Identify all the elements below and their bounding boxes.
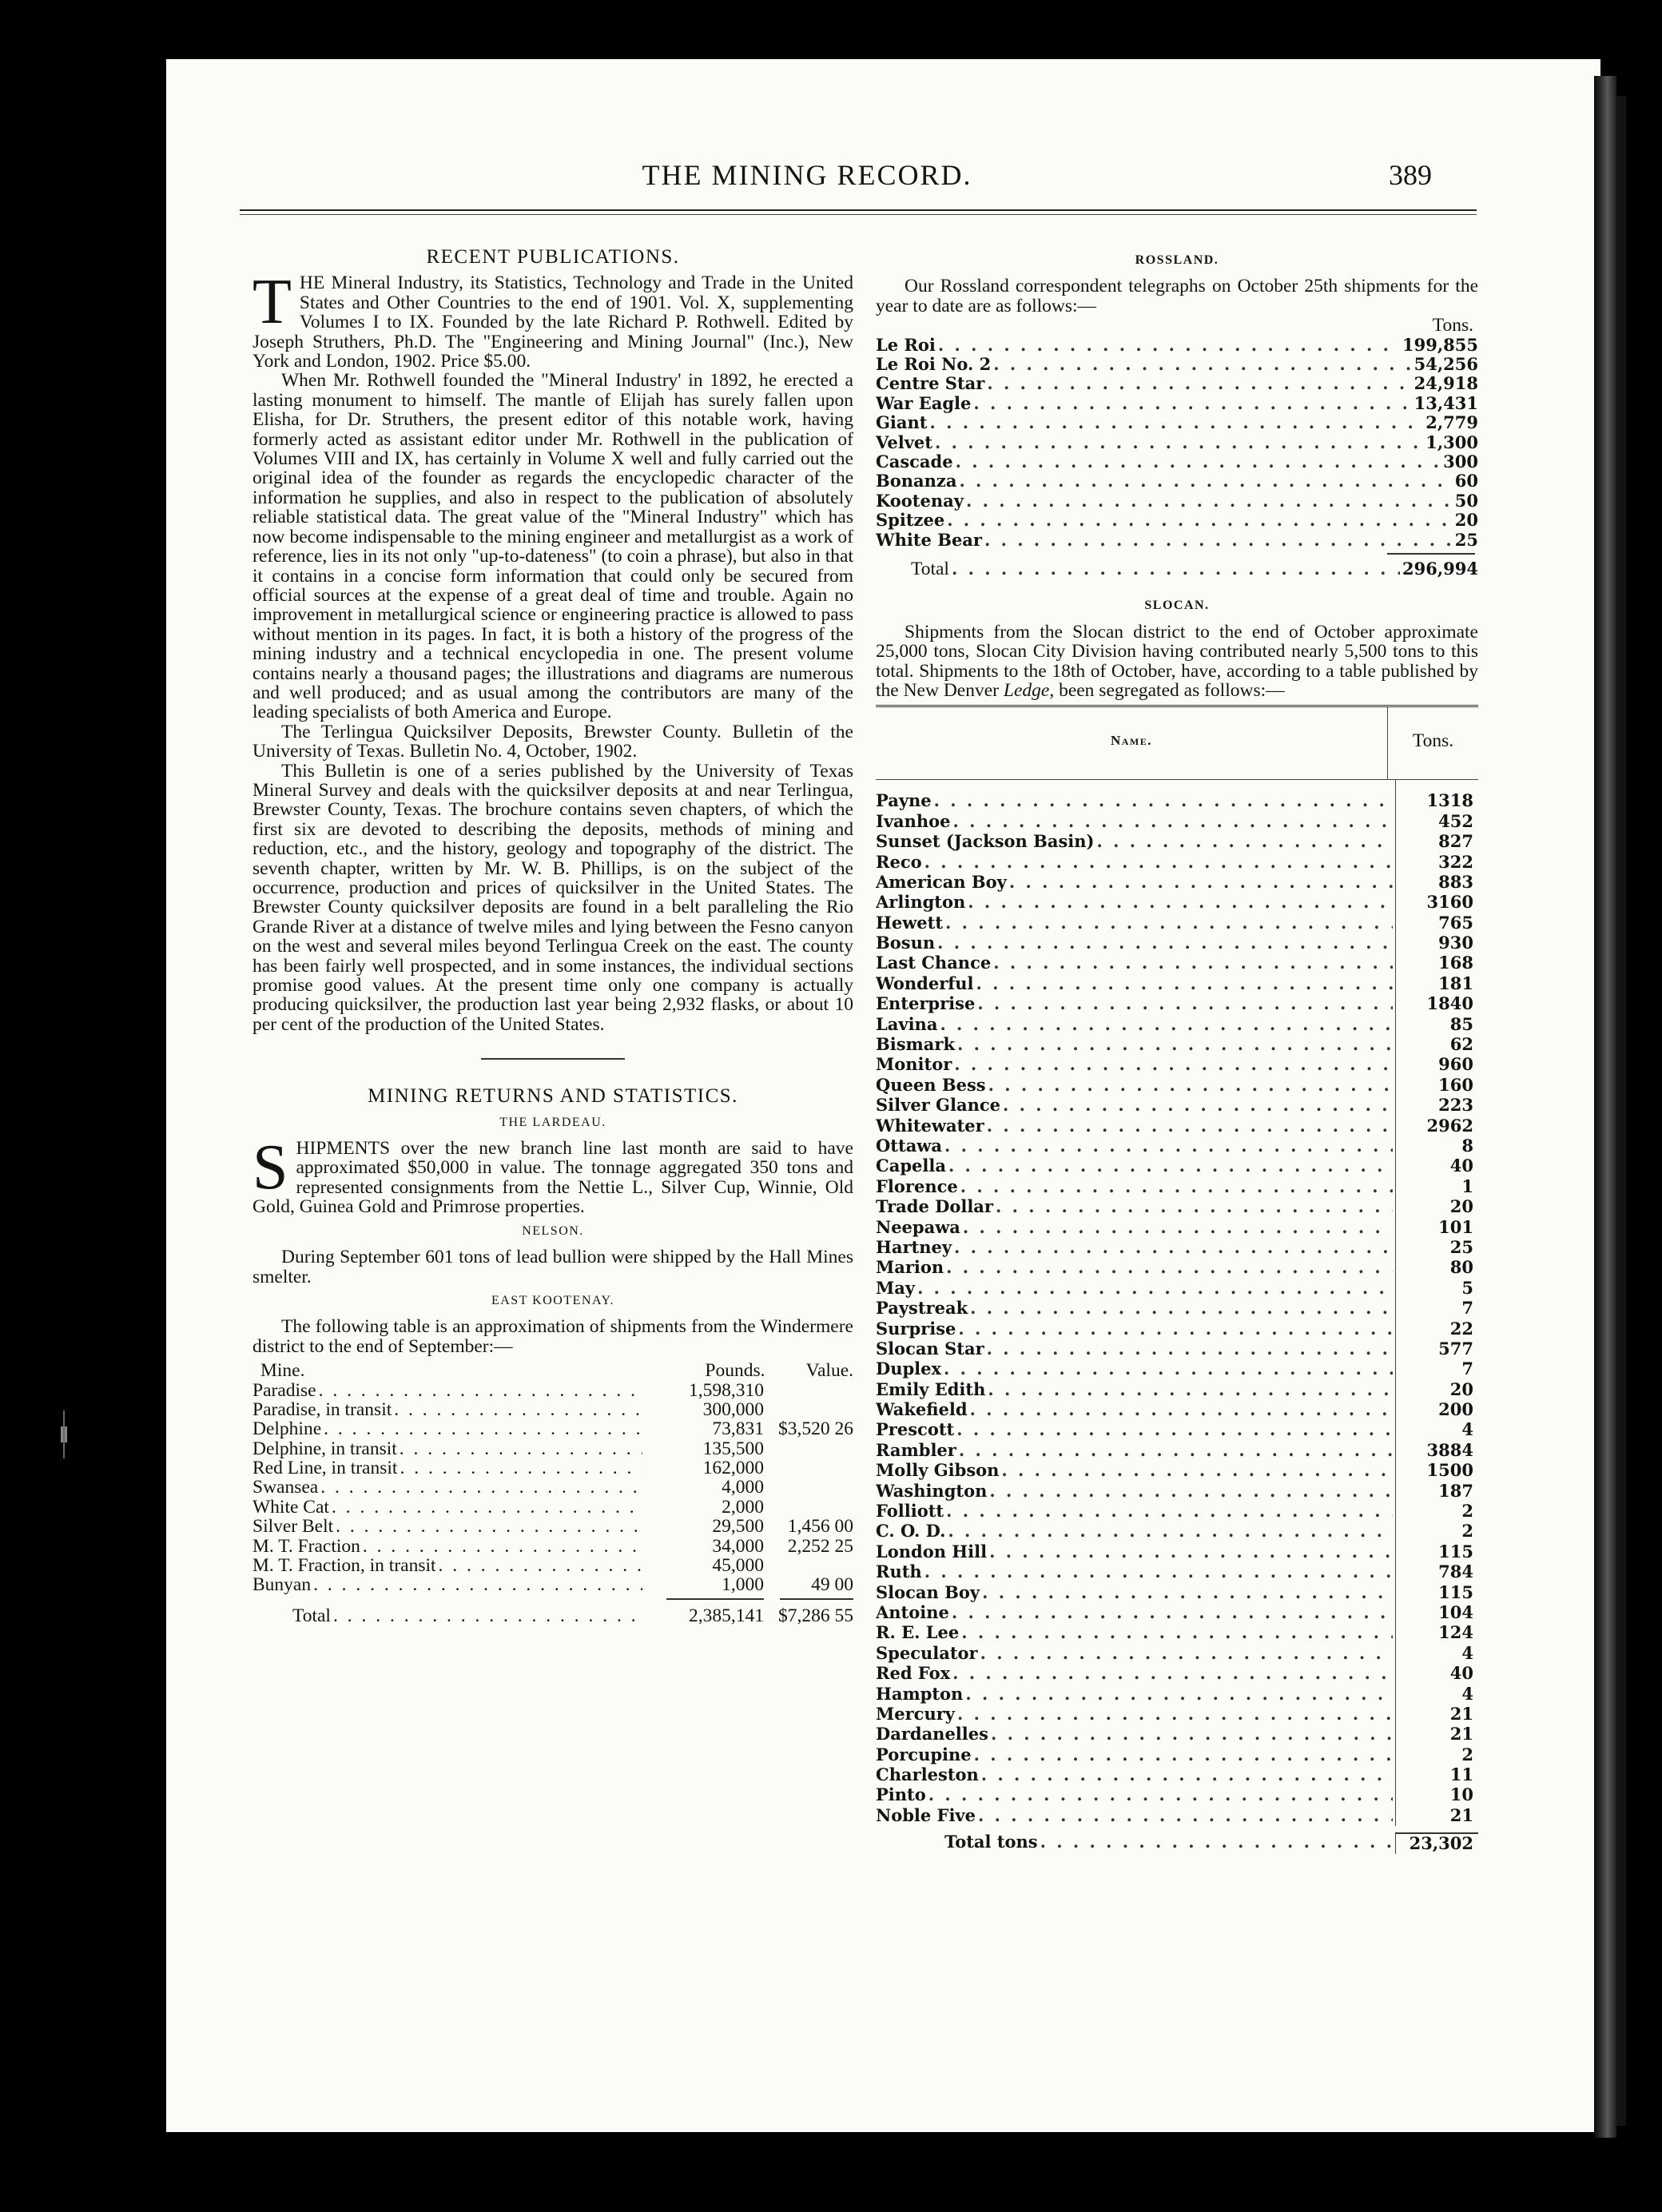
mine-table-row	[252, 1419, 853, 1438]
slocan-mine-tons: 2	[1461, 1501, 1473, 1522]
slocan-row	[876, 1136, 1395, 1156]
slocan-tons-header: Tons.	[1387, 707, 1478, 779]
slocan-mine-name: Surprise	[876, 1319, 956, 1339]
rossland-row	[876, 433, 1478, 452]
slocan-mine-tons: 160	[1438, 1074, 1473, 1095]
slocan-row	[876, 1603, 1395, 1623]
mine-name: Paradise	[252, 1380, 316, 1400]
rossland-mine-name: Kootenay	[876, 491, 964, 511]
rossland-tons-header: Tons.	[1432, 315, 1473, 336]
binding-mark	[56, 1386, 72, 1482]
rossland-row	[876, 394, 1478, 413]
slocan-row	[876, 1218, 1395, 1238]
east-kootenay-heading: EAST KOOTENAY.	[491, 1293, 615, 1307]
slocan-row	[876, 873, 1395, 893]
slocan-mine-name: Bosun	[876, 933, 936, 953]
slocan-row	[876, 1015, 1395, 1035]
section-divider	[481, 1058, 625, 1060]
slocan-mine-tons: 21	[1449, 1724, 1473, 1745]
slocan-mine-tons: 5	[1461, 1277, 1473, 1298]
mining-returns-heading: MINING RETURNS AND STATISTICS.	[368, 1085, 738, 1108]
slocan-mine-tons: 25	[1449, 1236, 1473, 1257]
slocan-mine-tons: 2	[1461, 1744, 1473, 1764]
slocan-mine-name: Red Fox	[876, 1664, 951, 1684]
mine-table-row	[252, 1556, 853, 1575]
slocan-mine-tons: 22	[1449, 1318, 1473, 1339]
slocan-mine-name: Folliott	[876, 1502, 944, 1522]
slocan-row	[876, 1400, 1395, 1420]
slocan-mine-name: Hewett	[876, 913, 944, 933]
mine-pounds: 4,000	[722, 1477, 764, 1498]
slocan-row	[876, 1522, 1395, 1542]
rossland-mine-tons: 25	[1454, 530, 1478, 550]
slocan-tons-col	[1395, 780, 1478, 1826]
slocan-mine-tons: 8	[1461, 1135, 1473, 1156]
slocan-row	[876, 913, 1395, 933]
slocan-row	[876, 1785, 1395, 1805]
slocan-mine-tons: 827	[1438, 831, 1473, 852]
slocan-row	[876, 1441, 1395, 1461]
mineral-industry-intro	[252, 267, 853, 372]
slocan-row	[876, 1765, 1395, 1785]
slocan-mine-name: Monitor	[876, 1055, 952, 1075]
slocan-mine-tons: 181	[1438, 973, 1473, 993]
slocan-mine-tons: 20	[1449, 1379, 1473, 1399]
rossland-row	[876, 531, 1478, 550]
mine-pounds: 2,000	[722, 1496, 764, 1518]
slocan-mine-name: May	[876, 1278, 916, 1298]
slocan-row	[876, 832, 1395, 852]
value-col-header: Value.	[805, 1360, 854, 1382]
slocan-mine-name: Ruth	[876, 1562, 922, 1582]
mine-name: Silver Belt	[252, 1517, 334, 1537]
slocan-mine-tons: 7	[1461, 1359, 1473, 1379]
slocan-mine-tons: 784	[1438, 1562, 1473, 1582]
slocan-mine-name: Capella	[876, 1156, 946, 1176]
slocan-mine-tons: 322	[1438, 851, 1473, 872]
mine-table-total	[252, 1606, 853, 1625]
mine-pounds: 1,000	[722, 1574, 764, 1596]
slocan-mine-name: Ivanhoe	[876, 811, 951, 831]
slocan-mine-name: Hampton	[876, 1684, 964, 1704]
slocan-mine-name: American Boy	[876, 872, 1007, 892]
slocan-mine-tons: 20	[1449, 1196, 1473, 1217]
slocan-mine-tons: 168	[1438, 953, 1473, 973]
slocan-row	[876, 974, 1395, 994]
rossland-paragraph: Our Rossland correspondent telegraphs on October 25th shipments for the year to date are as follows:—	[876, 276, 1478, 316]
slocan-total-label: Total tons	[944, 1832, 1038, 1852]
rossland-row	[876, 374, 1478, 393]
slocan-mine-name: Ottawa	[876, 1136, 942, 1156]
slocan-mine-name: Marion	[876, 1258, 944, 1278]
slocan-mine-tons: 10	[1449, 1784, 1473, 1805]
rossland-row	[876, 355, 1478, 374]
drop-cap-t: T	[252, 267, 292, 338]
slocan-row	[876, 1623, 1395, 1643]
slocan-mine-name: Emily Edith	[876, 1379, 986, 1399]
mine-name: White Cat	[252, 1497, 329, 1518]
slocan-mine-tons: 1500	[1426, 1460, 1473, 1481]
mine-pounds: 45,000	[712, 1555, 764, 1577]
rossland-row	[876, 471, 1478, 491]
rossland-mine-name: Bonanza	[876, 471, 957, 491]
slocan-row	[876, 1482, 1395, 1502]
slocan-mine-tons: 101	[1438, 1216, 1473, 1237]
slocan-mine-name: Neepawa	[876, 1217, 960, 1237]
slocan-mine-tons: 11	[1449, 1764, 1473, 1785]
rossland-mine-name: Centre Star	[876, 374, 985, 394]
mine-name: Delphine	[252, 1419, 322, 1439]
slocan-table-header	[876, 705, 1478, 780]
right-column	[876, 246, 1478, 1854]
slocan-mine-name: C. O. D.	[876, 1522, 946, 1542]
slocan-mine-name: Whitewater	[876, 1116, 984, 1136]
mine-table-row	[252, 1498, 853, 1517]
page-number: 389	[1389, 159, 1432, 191]
slocan-mine-tons: 930	[1438, 933, 1473, 953]
mineral-industry-text: HE Mineral Industry, its Statistics, Technology and Trade in the United States and Other Countries to the end of 1901. Vol. X, supplementing Volumes I to IX. Founded by the late Richard P. Rothwell. Edited by Joseph Struthers, Ph.D. The "Engineering and Mining Journal" (Inc.), New York and London, 1902. Price $5.00.	[252, 273, 853, 372]
slocan-mine-name: Mercury	[876, 1704, 955, 1724]
slocan-mine-tons: 3160	[1426, 892, 1473, 913]
slocan-mine-name: Last Chance	[876, 953, 992, 973]
slocan-mine-name: Arlington	[876, 893, 966, 913]
header-rule	[240, 209, 1477, 211]
mine-name: Paradise, in transit	[252, 1399, 392, 1420]
mine-table-row	[252, 1537, 853, 1556]
rossland-mine-name: Giant	[876, 413, 928, 433]
slocan-row	[876, 1339, 1395, 1359]
slocan-row	[876, 953, 1395, 973]
slocan-table-body	[876, 780, 1478, 1826]
slocan-row	[876, 1035, 1395, 1055]
slocan-mine-name: Rambler	[876, 1440, 956, 1460]
rossland-mine-name: Spitzee	[876, 511, 945, 531]
rossland-row	[876, 336, 1478, 355]
slocan-mine-name: Molly Gibson	[876, 1461, 1000, 1481]
nelson-paragraph: During September 601 tons of lead bullion were shipped by the Hall Mines smelter.	[252, 1247, 853, 1287]
slocan-total-value: 23,302	[1395, 1832, 1478, 1853]
rossland-row	[876, 491, 1478, 511]
slocan-row	[876, 1542, 1395, 1562]
rossland-mine-tons: 199,855	[1402, 335, 1478, 355]
mine-table-header	[252, 1361, 853, 1380]
slocan-mine-name: Florence	[876, 1176, 958, 1196]
slocan-row	[876, 1238, 1395, 1258]
mine-table-row	[252, 1478, 853, 1497]
slocan-mine-name: Wonderful	[876, 973, 974, 993]
mine-name: Bunyan	[252, 1575, 312, 1595]
terlingua-review: This Bulletin is one of a series published by the University of Texas Mineral Survey and deals with the quicksilver deposits at and near Terlingua, Brewster County, Texas. The brochure contains seven chapters, of which the first six are devoted to describing the deposits, methods of mining and reduction, etc., and the history, geology and topography of the district. The seventh chapter, written by Mr. W. B. Phillips, is on the subject of the occurrence, production and prices of quicksilver in the United States. The Brewster County quicksilver deposits are found in a belt paralleling the Rio Grande River at a distance of twelve miles and lying between the Fesno canyon on the west and several miles beyond Terlingua Creek on the east. The county has been fairly well prospected, and in some instances, the individual sections promise good values. At the present time only one company is actually producing quicksilver, the production last year being 2,932 flasks, or about 10 per cent of the production of the United States.	[252, 760, 853, 1035]
rossland-mine-tons: 60	[1454, 471, 1478, 491]
slocan-mine-tons: 4	[1461, 1642, 1473, 1663]
rossland-mine-name: Cascade	[876, 452, 953, 471]
slocan-mine-tons: 40	[1449, 1663, 1473, 1684]
mine-total-label: Total	[292, 1605, 331, 1626]
slocan-row	[876, 1806, 1395, 1826]
mine-pounds: 1,598,310	[689, 1379, 764, 1401]
slocan-mine-name: Sunset (Jackson Basin)	[876, 832, 1095, 852]
rossland-mine-tons: 1,300	[1425, 432, 1478, 452]
rossland-mine-tons: 2,779	[1425, 413, 1478, 433]
slocan-mine-name: Charleston	[876, 1765, 979, 1785]
slocan-mine-name: Slocan Boy	[876, 1582, 980, 1602]
rossland-mine-name: White Bear	[876, 530, 982, 550]
rossland-mine-tons: 13,431	[1413, 393, 1478, 413]
slocan-mine-tons: 21	[1449, 1703, 1473, 1724]
slocan-mine-tons: 4	[1461, 1683, 1473, 1704]
slocan-mine-tons: 4	[1461, 1419, 1473, 1440]
slocan-row	[876, 1420, 1395, 1440]
slocan-mine-name: Paystreak	[876, 1299, 968, 1319]
mine-table-row	[252, 1439, 853, 1458]
mine-table-row	[252, 1575, 853, 1594]
lardeau-paragraph: SHIPMENTS over the new branch line last month are said to have approximated $50,000 in value. The tonnage aggregated 350 tons and represented consignments from the Nettie L., Silver Cup, Winnie, Old Gold, Guinea Gold and Primrose properties.	[252, 1132, 853, 1218]
slocan-row	[876, 893, 1395, 913]
slocan-row	[876, 1380, 1395, 1400]
slocan-row	[876, 1156, 1395, 1176]
slocan-row	[876, 933, 1395, 953]
slocan-mine-tons: 40	[1449, 1156, 1473, 1176]
slocan-row	[876, 1562, 1395, 1582]
slocan-mine-name: Payne	[876, 791, 932, 811]
slocan-mine-tons: 7	[1461, 1298, 1473, 1319]
slocan-row	[876, 1116, 1395, 1136]
slocan-mine-name: R. E. Lee	[876, 1623, 960, 1643]
mine-col-header: Mine.	[260, 1360, 305, 1382]
mine-pounds: 300,000	[702, 1398, 764, 1420]
slocan-total-row	[876, 1832, 1478, 1853]
slocan-mine-name: London Hill	[876, 1542, 988, 1562]
rossland-mine-name: Le Roi No. 2	[876, 355, 992, 375]
slocan-mine-tons: 1	[1461, 1176, 1473, 1196]
slocan-mine-name: Slocan Star	[876, 1339, 984, 1359]
mineral-industry-review: When Mr. Rothwell founded the "Mineral Industry' in 1892, he erected a lasting monument to himself. The mantle of Elijah has surely fallen upon Elisha, for Dr. Struthers, the present editor of this notable work, having formerly acted as assistant editor under Mr. Rothwell in the publication of Volumes VIII and IX, has certainly in Volume X well and fully carried out the original idea of the founder as regards the encyclopedic character of the information he supplies, and also in respect to the publication of absolutely reliable statistical data. The great value of the "Mineral Industry" which has now become indispensable to the mining engineer and metallurgist as a work of reference, lies in its not only "up-to-dateness" (to coin a phrase), but also in that it contains in a concise form information that could only be secured from official sources at the expense of a great deal of time and trouble. Again no improvement in metallurgical science or engineering practice is allowed to pass without mention in its pages. In fact, it is both a history of the progress of the mining industry and a technical encyclopedia in one. The present volume contains nearly a thousand pages; the illustrations and diagrams are numerous and well produced; and as usual among the contributors are many of the leading specialists of both America and Europe.	[252, 370, 853, 723]
slocan-mine-name: Antoine	[876, 1602, 949, 1622]
slocan-mine-name: Bismark	[876, 1035, 955, 1055]
slocan-mine-name: Hartney	[876, 1237, 952, 1257]
rossland-table	[876, 336, 1478, 550]
slocan-row	[876, 1745, 1395, 1765]
mine-name: Swansea	[252, 1478, 319, 1498]
slocan-mine-tons: 80	[1449, 1257, 1473, 1278]
book-spine	[1594, 76, 1616, 2138]
mine-name: M. T. Fraction	[252, 1536, 360, 1557]
mine-value: 49 00	[811, 1574, 853, 1596]
mine-pounds: 162,000	[702, 1458, 764, 1479]
mine-pounds: 34,000	[712, 1535, 764, 1557]
slocan-mine-name: Enterprise	[876, 994, 976, 1014]
mine-table-row	[252, 1517, 853, 1536]
mine-name: Red Line, in transit	[252, 1458, 398, 1478]
slocan-row	[876, 994, 1395, 1014]
slocan-mine-tons: 115	[1438, 1541, 1473, 1562]
header-rule-lower	[240, 214, 1477, 215]
lardeau-heading: THE LARDEAU.	[499, 1115, 606, 1129]
slocan-mine-name: Queen Bess	[876, 1075, 986, 1095]
slocan-mine-name: Noble Five	[876, 1805, 976, 1825]
mine-table-row	[252, 1400, 853, 1419]
slocan-row	[876, 1197, 1395, 1217]
mine-table-body	[252, 1381, 853, 1595]
slocan-row	[876, 1664, 1395, 1684]
slocan-mine-tons: 115	[1438, 1581, 1473, 1602]
terlingua-citation: The Terlingua Quicksilver Deposits, Brewster County. Bulletin of the University of Texas. Bulletin No. 4, October, 1902.	[252, 721, 853, 762]
mine-pounds: 73,831	[712, 1418, 764, 1440]
recent-publications-heading: RECENT PUBLICATIONS.	[426, 246, 680, 268]
slocan-mine-tons: 960	[1438, 1054, 1473, 1075]
rossland-total-row: Total . . . 296,994	[876, 559, 1478, 579]
slocan-mine-tons: 104	[1438, 1601, 1473, 1622]
slocan-row	[876, 1359, 1395, 1379]
drop-cap-s: S	[252, 1132, 288, 1203]
slocan-mine-tons: 223	[1438, 1095, 1473, 1116]
slocan-heading: SLOCAN.	[1144, 599, 1210, 613]
slocan-mine-name: Wakefield	[876, 1400, 968, 1420]
slocan-row	[876, 791, 1395, 811]
mine-value: $3,520 26	[778, 1418, 853, 1440]
book-spine-edge	[1616, 96, 1626, 2126]
slocan-mine-name: Prescott	[876, 1420, 955, 1440]
slocan-row	[876, 853, 1395, 873]
slocan-mine-tons: 1318	[1426, 790, 1473, 811]
slocan-mine-tons: 3884	[1426, 1439, 1473, 1460]
slocan-mine-tons: 124	[1438, 1622, 1473, 1643]
slocan-mine-tons: 1840	[1426, 993, 1473, 1014]
slocan-mine-name: Speculator	[876, 1643, 978, 1663]
mine-name: Delphine, in transit	[252, 1438, 397, 1459]
mine-value: 2,252 25	[787, 1535, 853, 1557]
rossland-mine-name: Le Roi	[876, 335, 936, 355]
slocan-row	[876, 1461, 1395, 1481]
slocan-row	[876, 1076, 1395, 1096]
slocan-row	[876, 1299, 1395, 1319]
rossland-mine-tons: 24,918	[1413, 374, 1478, 394]
slocan-names-col	[876, 780, 1395, 1826]
slocan-mine-tons: 200	[1438, 1399, 1473, 1420]
slocan-mine-name: Porcupine	[876, 1745, 972, 1764]
slocan-mine-tons: 187	[1438, 1480, 1473, 1501]
slocan-row	[876, 1725, 1395, 1745]
rossland-row	[876, 413, 1478, 432]
rossland-mine-tons: 20	[1454, 511, 1478, 531]
slocan-row	[876, 1177, 1395, 1197]
mine-value: 1,456 00	[787, 1516, 853, 1538]
mine-total-value: $7,286 55	[778, 1605, 853, 1626]
slocan-mine-tons: 765	[1438, 912, 1473, 933]
rossland-mine-name: War Eagle	[876, 393, 972, 413]
mine-pounds: 135,500	[702, 1438, 764, 1459]
slocan-mine-name: Dardanelles	[876, 1725, 988, 1745]
slocan-row	[876, 1644, 1395, 1664]
slocan-mine-tons: 62	[1449, 1034, 1473, 1055]
slocan-mine-tons: 2	[1461, 1521, 1473, 1542]
mine-total-pounds: 2,385,141	[689, 1605, 764, 1626]
slocan-mine-tons: 2962	[1426, 1115, 1473, 1136]
slocan-row	[876, 1279, 1395, 1299]
rossland-row	[876, 452, 1478, 471]
pounds-col-header: Pounds.	[705, 1360, 765, 1382]
slocan-mine-name: Silver Glance	[876, 1096, 1000, 1116]
slocan-mine-name: Trade Dollar	[876, 1197, 993, 1217]
slocan-row	[876, 1319, 1395, 1339]
slocan-row	[876, 1055, 1395, 1075]
slocan-mine-tons: 577	[1438, 1338, 1473, 1359]
running-header-title: THE MINING RECORD.	[642, 159, 972, 191]
mine-table-row	[252, 1458, 853, 1478]
slocan-mine-name: Washington	[876, 1481, 988, 1501]
rossland-mine-tons: 54,256	[1413, 355, 1478, 375]
slocan-row	[876, 1685, 1395, 1705]
slocan-row	[876, 1096, 1395, 1116]
slocan-mine-tons: 85	[1449, 1013, 1473, 1034]
slocan-mine-name: Pinto	[876, 1785, 926, 1805]
slocan-mine-tons: 883	[1438, 871, 1473, 892]
rossland-total-rule	[1387, 553, 1475, 555]
slocan-paragraph: Shipments from the Slocan district to the end of October approximate 25,000 tons, Slocan City Division having contributed nearly 5,500 tons to this total. Shipments to the 18th of October, have, according to a table published by the New Denver Ledge, been segregated as follows:—	[876, 621, 1478, 701]
mine-pounds: 29,500	[712, 1516, 764, 1538]
slocan-row	[876, 1258, 1395, 1278]
mine-table-row	[252, 1381, 853, 1400]
slocan-mine-name: Reco	[876, 852, 922, 872]
slocan-mine-name: Duplex	[876, 1359, 942, 1379]
rossland-row	[876, 511, 1478, 530]
east-kootenay-paragraph: The following table is an approximation of shipments from the Windermere district to the end of September:—	[252, 1316, 853, 1357]
slocan-row	[876, 1705, 1395, 1725]
slocan-row	[876, 1583, 1395, 1603]
rossland-mine-tons: 50	[1454, 491, 1478, 511]
slocan-name-header: Name.	[1110, 733, 1153, 749]
slocan-row	[876, 812, 1395, 832]
left-column	[252, 246, 853, 1625]
mine-table-rules	[252, 1598, 853, 1600]
rossland-mine-name: Velvet	[876, 432, 932, 452]
slocan-row	[876, 1502, 1395, 1522]
slocan-mine-tons: 21	[1449, 1804, 1473, 1825]
nelson-heading: NELSON.	[522, 1223, 584, 1238]
rossland-mine-tons: 300	[1443, 452, 1478, 471]
rossland-heading: ROSSLAND.	[1135, 253, 1219, 267]
slocan-mine-tons: 452	[1438, 810, 1473, 831]
mine-name: M. T. Fraction, in transit	[252, 1556, 436, 1576]
slocan-mine-name: Lavina	[876, 1014, 938, 1034]
